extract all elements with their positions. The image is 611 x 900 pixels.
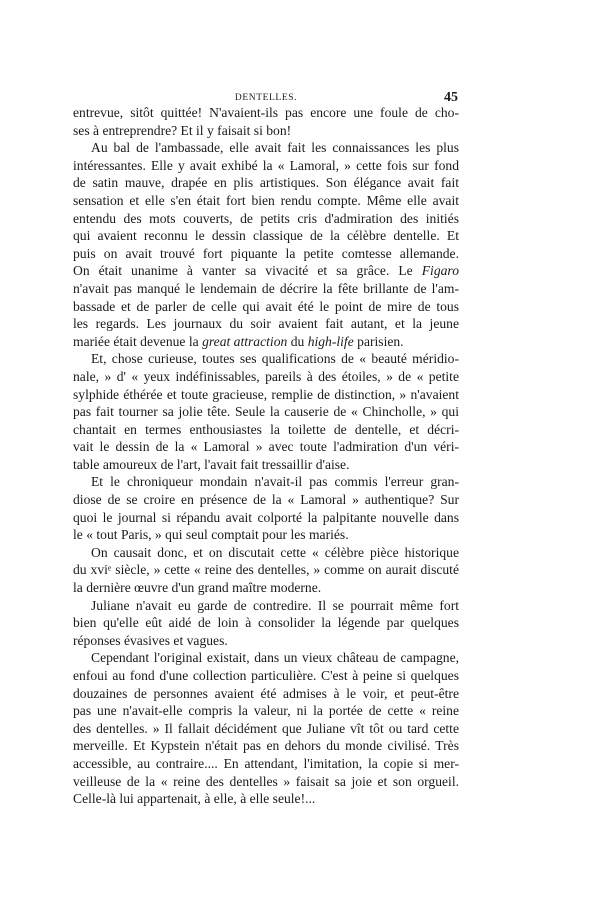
- text-line: [73, 491, 459, 509]
- text-segment: intéressantes. Elle y avait exhibé la « Lamoral, » cette fois sur fond: [73, 157, 459, 173]
- text-segment: quoi le journal si répandu avait colporté la palpitante nouvelle dans: [73, 509, 459, 525]
- text-line: [73, 227, 459, 245]
- text-line: [73, 403, 459, 421]
- text-segment: douzaines de personnes avaient été admises à le voir, et peut-être: [73, 685, 459, 701]
- text-segment: des dentelles. » Il fallait décidément que Juliane vît tôt ou tard cette: [73, 720, 459, 736]
- page-body-text: [73, 104, 459, 808]
- text-segment: les regards. Les journaux du soir avaient fait autant, et la jeune: [73, 316, 459, 332]
- text-segment: n'avait pas manqué le lendemain de décrire la fête brillante de l'am-: [73, 280, 459, 296]
- paragraph: [73, 473, 459, 543]
- text-segment: du: [287, 333, 308, 349]
- text-segment: merveille. Et Kypstein n'était pas en dehors du monde civilisé. Très: [73, 738, 459, 754]
- text-line: [73, 632, 459, 650]
- text-segment: sensation et elle s'en était fort bien rendu compte. Même elle avait: [73, 192, 459, 208]
- text-segment: bassade et de parler de celle qui avait été le point de mire de tous: [73, 298, 459, 314]
- text-line: [73, 350, 459, 368]
- text-line: [73, 174, 459, 192]
- text-line: [73, 667, 459, 685]
- text-segment: enfoui au fond d'une collection particulière. C'est à peine si quelques: [73, 668, 459, 683]
- text-segment: Et le chroniqueur mondain n'avait-il pas commis l'erreur gran-: [91, 474, 459, 490]
- text-line: [73, 544, 459, 562]
- text-segment: entrevue, sitôt quittée! N'avaient-ils pas encore une foule de cho-: [73, 105, 459, 120]
- text-segment: chantait en termes enthousiastes la toilette de dentelle, et décri-: [73, 421, 459, 437]
- paragraph: [73, 104, 459, 139]
- text-line: [73, 509, 459, 527]
- italic-text: Figaro: [421, 263, 459, 279]
- text-segment: mariée était devenue la: [73, 333, 203, 349]
- text-line: [73, 157, 459, 175]
- text-segment: entendu des mots couverts, de petits cris d'admiration des initiés: [73, 210, 459, 226]
- text-segment: Cependant l'original existait, dans un vieux château de campagne,: [91, 650, 459, 666]
- text-line: [73, 597, 459, 615]
- italic-text: great attraction: [202, 333, 288, 349]
- text-segment: la dernière œuvre d'un grand maître moderne.: [73, 580, 322, 596]
- text-segment: du xviᵉ siècle, » cette « reine des dentelles, » comme on aurait discuté: [73, 562, 459, 578]
- paragraph: [73, 597, 459, 650]
- text-segment: puis on avait trouvé fort piquante la petite comtesse allemande.: [73, 245, 459, 261]
- italic-text: high-life: [307, 333, 354, 349]
- text-segment: Au bal de l'ambassade, elle avait fait les connaissances les plus: [91, 140, 459, 156]
- text-segment: pas fait tourner sa jolie tête. Seule la causerie de « Chincholle, » qui: [73, 404, 459, 420]
- text-line: [73, 210, 459, 228]
- text-line: [73, 386, 459, 404]
- page-number: 45: [444, 90, 458, 105]
- text-line: [73, 773, 459, 791]
- text-segment: Juliane n'avait eu garde de contredire. Il se pourrait même fort: [91, 597, 459, 613]
- running-title: DENTELLES.: [234, 93, 298, 103]
- text-line: [73, 790, 459, 808]
- text-line: [73, 755, 459, 773]
- text-line: [73, 104, 459, 122]
- text-segment: bien qu'elle eût aidé de loin à consolider la légende par quelques: [73, 615, 459, 631]
- text-segment: le « tout Paris, » qui seul comptait pour les mariés.: [73, 527, 349, 543]
- text-segment: parisien.: [353, 333, 404, 349]
- text-segment: nale, » d' « yeux indéfinissables, pareils à des étoiles, » de « petite: [73, 368, 459, 384]
- text-line: [73, 421, 459, 439]
- text-line: [73, 526, 459, 544]
- text-segment: accessible, au contraire.... En attendant, l'imitation, la copie si mer-: [73, 755, 459, 771]
- paragraph: [73, 139, 459, 350]
- text-segment: ses à entreprendre? Et il y faisait si bon!: [73, 122, 292, 138]
- text-line: [73, 262, 459, 280]
- text-segment: qui avaient reconnu le dessin classique de la célèbre dentelle. Et: [73, 228, 459, 244]
- text-segment: On causait donc, et on discutait cette « célèbre pièce historique: [91, 544, 459, 560]
- text-segment: pas une n'avait-elle compris la valeur, ni la portée de cette « reine: [73, 703, 459, 719]
- text-segment: Celle-là lui appartenait, à elle, à elle seule!...: [73, 791, 316, 807]
- text-line: [73, 685, 459, 703]
- text-line: [73, 280, 459, 298]
- text-segment: table amoureux de l'art, l'avait fait tressaillir d'aise.: [73, 456, 350, 472]
- text-line: [73, 456, 459, 474]
- text-line: [73, 298, 459, 316]
- paragraph: [73, 350, 459, 473]
- text-line: [73, 473, 459, 491]
- paragraph: [73, 544, 459, 597]
- text-segment: veilleuse de la « reine des dentelles » faisait sa joie et son orgueil.: [73, 773, 459, 789]
- text-segment: réponses évasives et vagues.: [73, 632, 228, 648]
- text-line: [73, 122, 459, 140]
- text-segment: sylphide éthérée et toute gracieuse, remplie de distinction, » n'avaient: [73, 386, 459, 402]
- text-segment: de satin mauve, drapée en plis artistiques. Son élégance avait fait: [73, 175, 459, 191]
- text-segment: On était unanime à vanter sa vivacité et sa grâce. Le: [73, 263, 422, 279]
- text-line: [73, 192, 459, 210]
- text-line: [73, 561, 459, 579]
- text-line: [73, 614, 459, 632]
- text-line: [73, 737, 459, 755]
- text-line: [73, 579, 459, 597]
- text-line: [73, 315, 459, 333]
- text-line: [73, 649, 459, 667]
- text-line: [73, 438, 459, 456]
- text-segment: vait le dessin de la « Lamoral » avec toute l'admiration d'un véri-: [73, 439, 459, 455]
- text-line: [73, 245, 459, 263]
- text-line: [73, 720, 459, 738]
- text-segment: Et, chose curieuse, toutes ses qualifications de « beauté méridio-: [91, 351, 459, 367]
- text-line: [73, 368, 459, 386]
- paragraph: [73, 649, 459, 807]
- text-segment: diose de se croire en présence de la « Lamoral » authentique? Sur: [73, 492, 459, 508]
- text-line: [73, 139, 459, 157]
- text-line: [73, 333, 459, 351]
- text-line: [73, 702, 459, 720]
